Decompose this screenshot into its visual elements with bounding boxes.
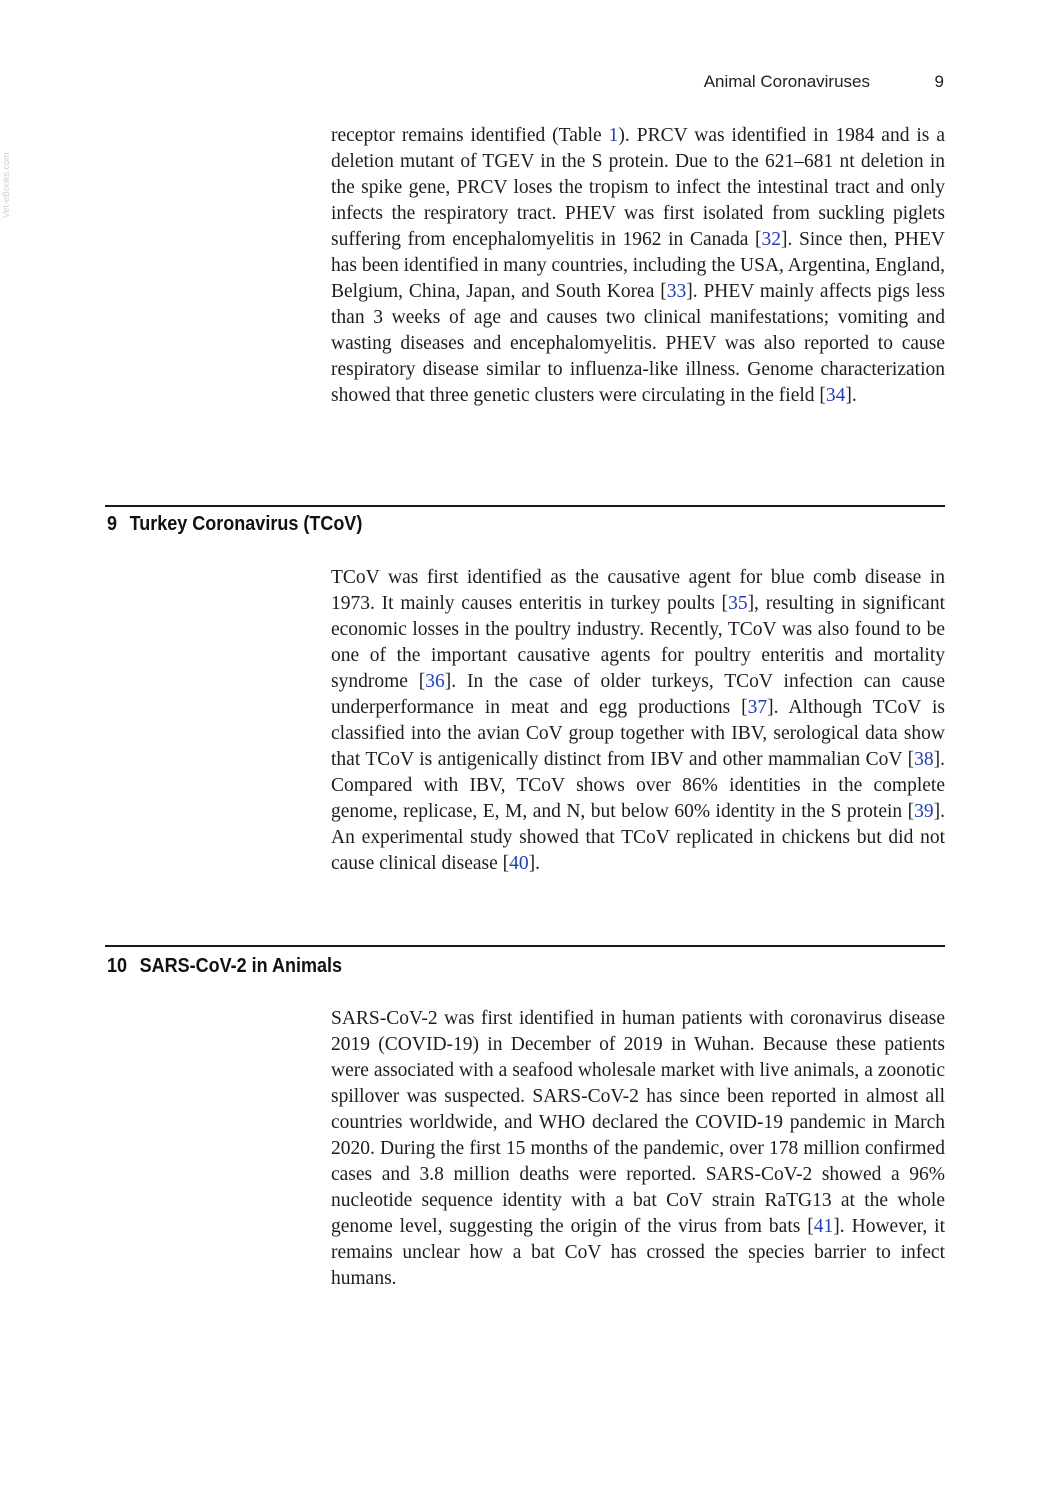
paragraph-text: ], resulting in significant economic losses in the poultry industry. Recently, TCoV was also found to be one of the important causative agents for poultry enteritis and mortality syndrome [ bbox=[331, 593, 945, 692]
section-title: Turkey Coronavirus (TCoV) bbox=[129, 513, 363, 535]
paragraph-text: ]. However, it remains unclear how a bat CoV has crossed the species barrier to infect humans. bbox=[331, 1216, 945, 1289]
citation-link[interactable]: 41 bbox=[813, 1216, 834, 1237]
citation-link[interactable]: 40 bbox=[509, 853, 529, 874]
body-paragraph-tcov bbox=[331, 565, 945, 877]
section-number: 9 bbox=[107, 513, 118, 535]
body-paragraph-continued bbox=[331, 123, 945, 409]
paragraph-text: SARS-CoV-2 was first identified in human patients with coronavirus disease 2019 (COVID-19) in December of 2019 in Wuhan. Because these patients were associated with a seafood wholesale market with live animals, a zoonotic spillover was suspected. SARS-CoV-2 has since been reported in almost all countries worldwide, and WHO declared the COVID-19 pandemic in March 2020. During the first 15 months of the pandemic, over 178 million confirmed cases and 3.8 million deaths were reported. SARS-CoV-2 showed a 96% nucleotide sequence identity with a bat CoV strain RaTG13 at the whole genome level, suggesting the origin of the virus from bats [ bbox=[331, 1008, 945, 1237]
section-title: SARS-CoV-2 in Animals bbox=[139, 955, 342, 977]
paragraph-text: ]. Although TCoV is classified into the avian CoV group together with IBV, serological data show that TCoV is antigenically distinct from IBV and other mammalian CoV [ bbox=[331, 697, 945, 770]
paragraph-text: ). PRCV was identified in 1984 and is a deletion mutant of TGEV in the S protein. Due to the 621–681 nt deletion in the spike gene, PRCV loses the tropism to infect the intestinal tract and only infects the respiratory tract. PHEV was first isolated from suckling piglets suffering from encephalomyelitis in 1962 in Canada [ bbox=[331, 125, 946, 250]
paragraph-text: TCoV was first identified as the causative agent for blue comb disease in 1973. It mainly causes enteritis in turkey poults [ bbox=[331, 567, 945, 614]
paragraph-text: ]. Compared with IBV, TCoV shows over 86% identities in the complete genome, replicase, E, M, and N, but below 60% identity in the S protein [ bbox=[331, 749, 945, 822]
table-reference-link[interactable]: 1 bbox=[608, 125, 619, 146]
citation-link[interactable]: 39 bbox=[914, 801, 934, 822]
citation-link[interactable]: 38 bbox=[914, 749, 934, 770]
citation-link[interactable]: 32 bbox=[761, 229, 782, 250]
paragraph-text: ]. PHEV mainly affects pigs less than 3 weeks of age and causes two clinical manifestations; vomiting and wasting diseases and encephalomyelitis. PHEV was also reported to cause respiratory disease similar to influenza-like illness. Genome characterization showed that three genetic clusters were circulating in the field [ bbox=[331, 281, 945, 406]
citation-link[interactable]: 36 bbox=[425, 671, 445, 692]
running-title: Animal Coronaviruses bbox=[703, 72, 870, 91]
paragraph-text: ]. bbox=[845, 385, 857, 406]
paragraph-text: ]. In the case of older turkeys, TCoV infection can cause underperformance in meat and egg productions [ bbox=[331, 671, 945, 718]
section-divider bbox=[105, 505, 945, 507]
running-head bbox=[600, 72, 945, 96]
paragraph-text: receptor remains identified (Table bbox=[331, 125, 609, 146]
section-heading-10 bbox=[107, 953, 861, 979]
section-divider bbox=[105, 945, 945, 947]
paragraph-text: ]. Since then, PHEV has been identified in many countries, including the USA, Argentina, England, Belgium, China, Japan, and South Korea [ bbox=[331, 229, 946, 302]
paragraph-text: ]. bbox=[528, 853, 540, 874]
citation-link[interactable]: 34 bbox=[825, 385, 846, 406]
citation-link[interactable]: 33 bbox=[666, 281, 687, 302]
section-number: 10 bbox=[107, 955, 128, 977]
watermark-text: Vet-eBooks.com bbox=[1, 152, 11, 218]
section-heading-9 bbox=[107, 511, 861, 537]
paragraph-text: ]. An experimental study showed that TCoV replicated in chickens but did not cause clinical disease [ bbox=[331, 801, 945, 874]
page-number: 9 bbox=[934, 72, 944, 91]
citation-link[interactable]: 37 bbox=[747, 697, 768, 718]
body-paragraph-sars-cov-2 bbox=[331, 1006, 945, 1292]
citation-link[interactable]: 35 bbox=[728, 593, 748, 614]
